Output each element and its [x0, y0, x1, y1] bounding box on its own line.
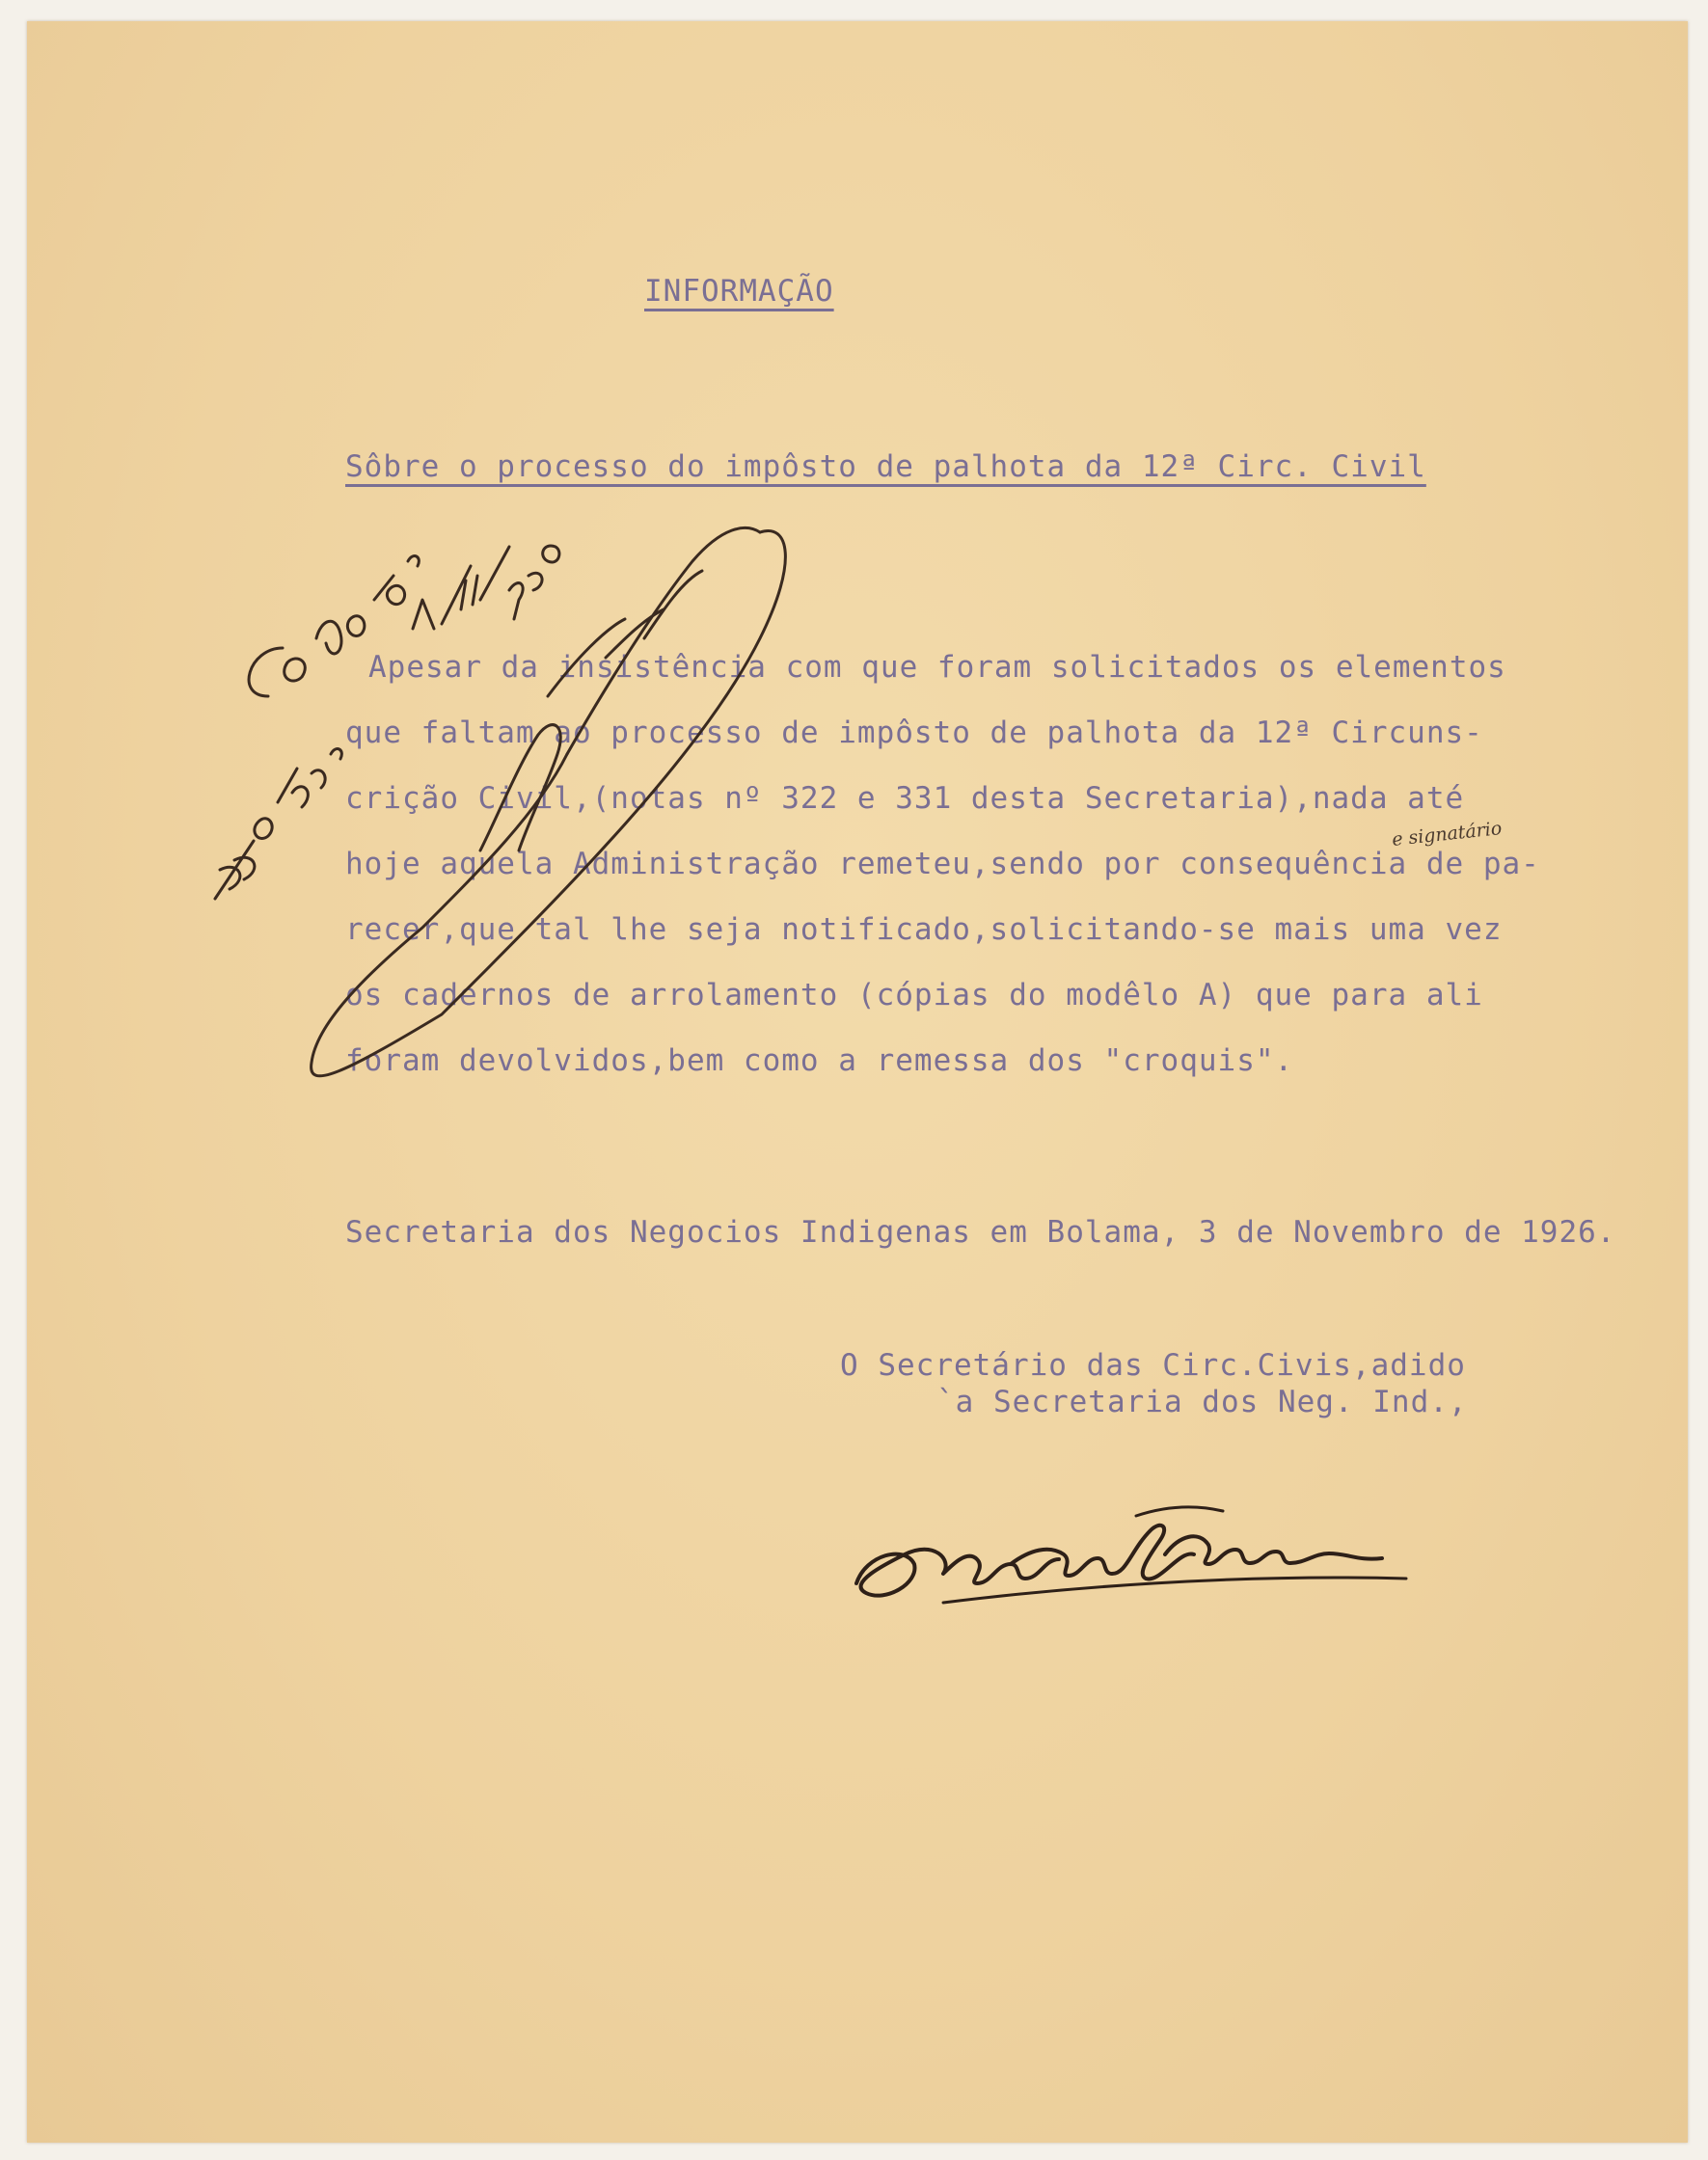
signatory-line-1: O Secretário das Circ.Civis,adido [840, 1348, 1466, 1383]
document-subject: Sôbre o processo do impôsto de palhota da 12ª Circ. Civil [345, 449, 1426, 484]
body-line-4: hoje aquela Administração remeteu,sendo por consequência de pa- [345, 847, 1540, 881]
signatory-line-2: `a Secretaria dos Neg. Ind., [936, 1385, 1468, 1419]
handwritten-insert: e signatário [1391, 818, 1504, 850]
body-line-2: que faltam ao processo de impôsto de palhota da 12ª Circuns- [345, 716, 1483, 750]
handwritten-signature [27, 21, 1688, 2143]
document-heading: INFORMAÇÃO [644, 274, 834, 309]
body-line-1: Apesar da insistência com que foram solicitados os elementos [368, 650, 1506, 685]
body-line-3: crição Civil,(notas nº 322 e 331 desta Secretaria),nada até [345, 781, 1465, 816]
body-line-7: foram devolvidos,bem como a remessa dos "croquis". [345, 1043, 1294, 1078]
place-date-line: Secretaria dos Negocios Indigenas em Bolama, 3 de Novembro de 1926. [345, 1215, 1616, 1250]
body-line-6: os cadernos de arrolamento (cópias do modêlo A) que para ali [345, 978, 1483, 1012]
paper-sheet [27, 21, 1688, 2143]
body-line-5: recer,que tal lhe seja notificado,solicitando-se mais uma vez [345, 912, 1503, 947]
